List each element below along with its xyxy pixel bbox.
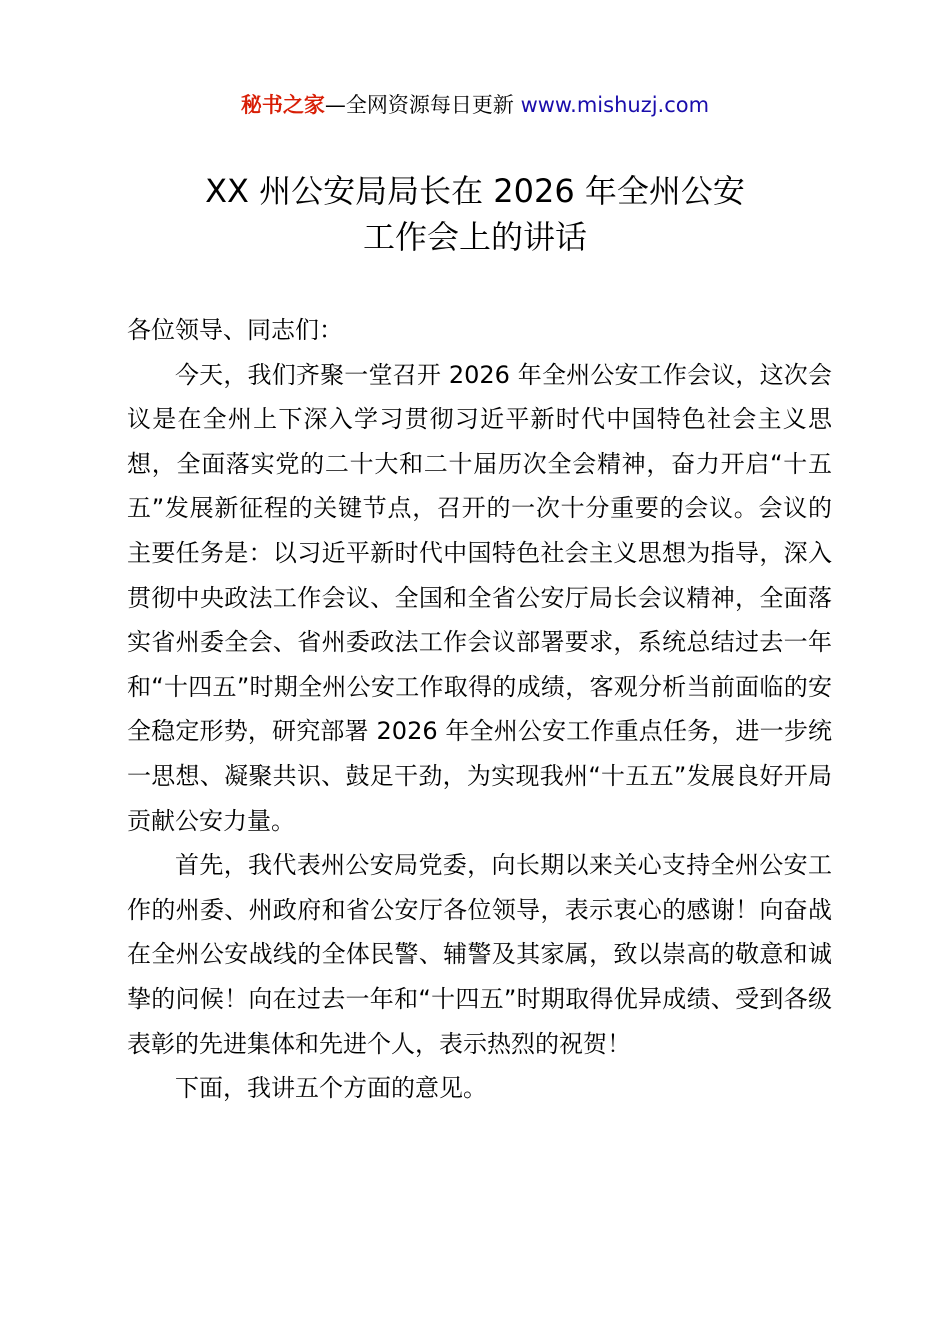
site-url-link[interactable]: www.mishuzj.com [520,93,710,117]
document-title [100,168,850,260]
document-title-line-2: 工作会上的讲话 [362,218,587,256]
site-tagline: —全网资源每日更新 [324,93,521,117]
paragraph-intro: 今天，我们齐聚一堂召开 2026 年全州公安工作会议，这次会议是在全州上下深入学习贯彻习近平新时代中国特色社会主义思想，全面落实党的二十大和二十届历次全会精神，奋力开启“十五五”发展新征程的关键节点，召开的一次十分重要的会议。会议的主要任务是：以习近平新时代中国特色社会主义思想为指导，深入贯彻中央政法工作会议、全国和全省公安厅局长会议精神，全面落实省州委全会、省州委政法工作会议部署要求，系统总结过去一年和“十四五”时期全州公安工作取得的成绩，客观分析当前面临的安全稳定形势，研究部署 2026 年全州公安工作重点任务，进一步统一思想、凝聚共识、鼓足干劲，为实现我州“十五五”发展良好开局贡献公安力量。 [127,360,832,835]
site-brand: 秘书之家 [240,93,325,117]
paragraph-outline: 下面，我讲五个方面的意见。 [175,1074,487,1103]
salutation: 各位领导、同志们： [127,316,343,344]
site-header [0,88,950,122]
document-title-line-1: XX 州公安局局长在 2026 年全州公安 [205,172,745,210]
paragraph-thanks: 首先，我代表州公安局党委，向长期以来关心支持全州公安工作的州委、州政府和省公安厅各位领导，表示衷心的感谢！向奋战在全州公安战线的全体民警、辅警及其家属，致以崇高的敬意和诚挚的问候！向在过去一年和“十四五”时期取得优异成绩、受到各级表彰的先进集体和先进个人，表示热烈的祝贺！ [127,851,832,1058]
document-body [127,308,832,1111]
